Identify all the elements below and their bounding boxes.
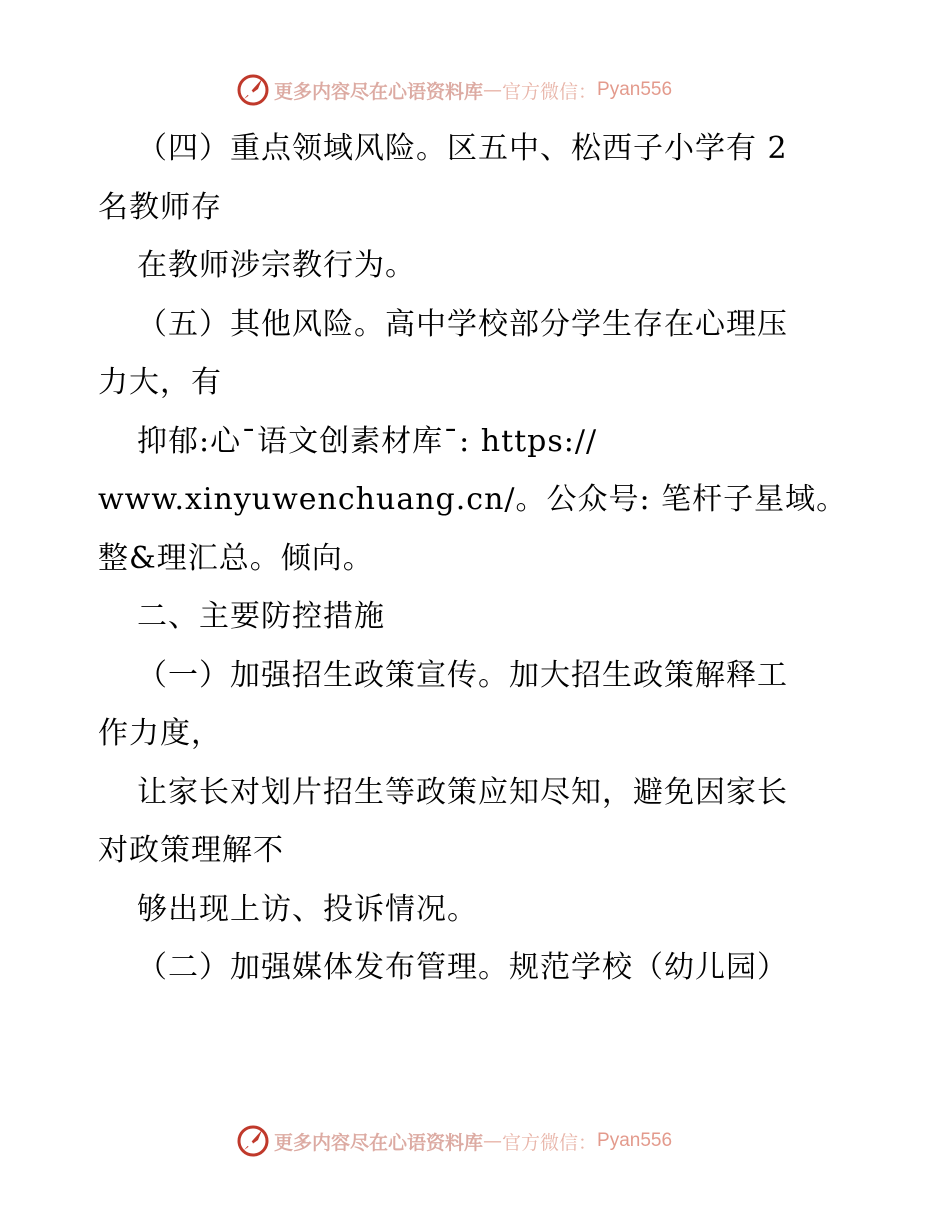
body-line: 让家长对划片招生等政策应知尽知，避免因家长 bbox=[137, 774, 788, 810]
body-line: 够出现上访、投诉情况。 bbox=[137, 891, 478, 927]
watermark-wechat-label: 官方微信： bbox=[502, 80, 598, 103]
body-line: 整&理汇总。倾向。 bbox=[98, 540, 374, 576]
watermark-separator: — bbox=[483, 79, 503, 101]
body-line: （二）加强媒体发布管理。规范学校（幼儿园） bbox=[137, 950, 788, 985]
body-line: 力大，有 bbox=[98, 365, 222, 400]
watermark-slogan: 更多内容尽在心语资料库 bbox=[274, 80, 484, 103]
body-line: （五）其他风险。高中学校部分学生存在心理压 bbox=[137, 306, 788, 342]
quill-circle-logo-icon bbox=[236, 1124, 270, 1158]
body-line: （四）重点领域风险。区五中、松西子小学有 2 bbox=[137, 131, 788, 166]
quill-circle-logo-icon bbox=[236, 73, 270, 107]
footer-watermark bbox=[236, 1123, 672, 1159]
watermark-slogan: 更多内容尽在心语资料库 bbox=[274, 1131, 484, 1154]
watermark-wechat-id: Pyan556 bbox=[597, 1130, 673, 1151]
body-line: 在教师涉宗教行为。 bbox=[137, 248, 416, 283]
body-line: www.xinyuwenchuang.cn/。公众号: 笔杆子星域。 bbox=[98, 482, 848, 517]
section-heading: 二、主要防控措施 bbox=[137, 599, 385, 634]
body-line: （一）加强招生政策宣传。加大招生政策解释工 bbox=[137, 657, 788, 693]
watermark-wechat-id: Pyan556 bbox=[597, 79, 673, 100]
watermark-wechat-label: 官方微信： bbox=[502, 1131, 598, 1154]
body-line: 抑郁:心¯语文创素材库¯: https:// bbox=[137, 423, 598, 459]
watermark-separator: — bbox=[483, 1130, 503, 1152]
document-body bbox=[98, 120, 858, 998]
header-watermark bbox=[236, 72, 672, 108]
body-line: 对政策理解不 bbox=[98, 833, 284, 868]
body-line: 作力度， bbox=[98, 716, 222, 751]
body-line: 名教师存 bbox=[98, 189, 222, 225]
